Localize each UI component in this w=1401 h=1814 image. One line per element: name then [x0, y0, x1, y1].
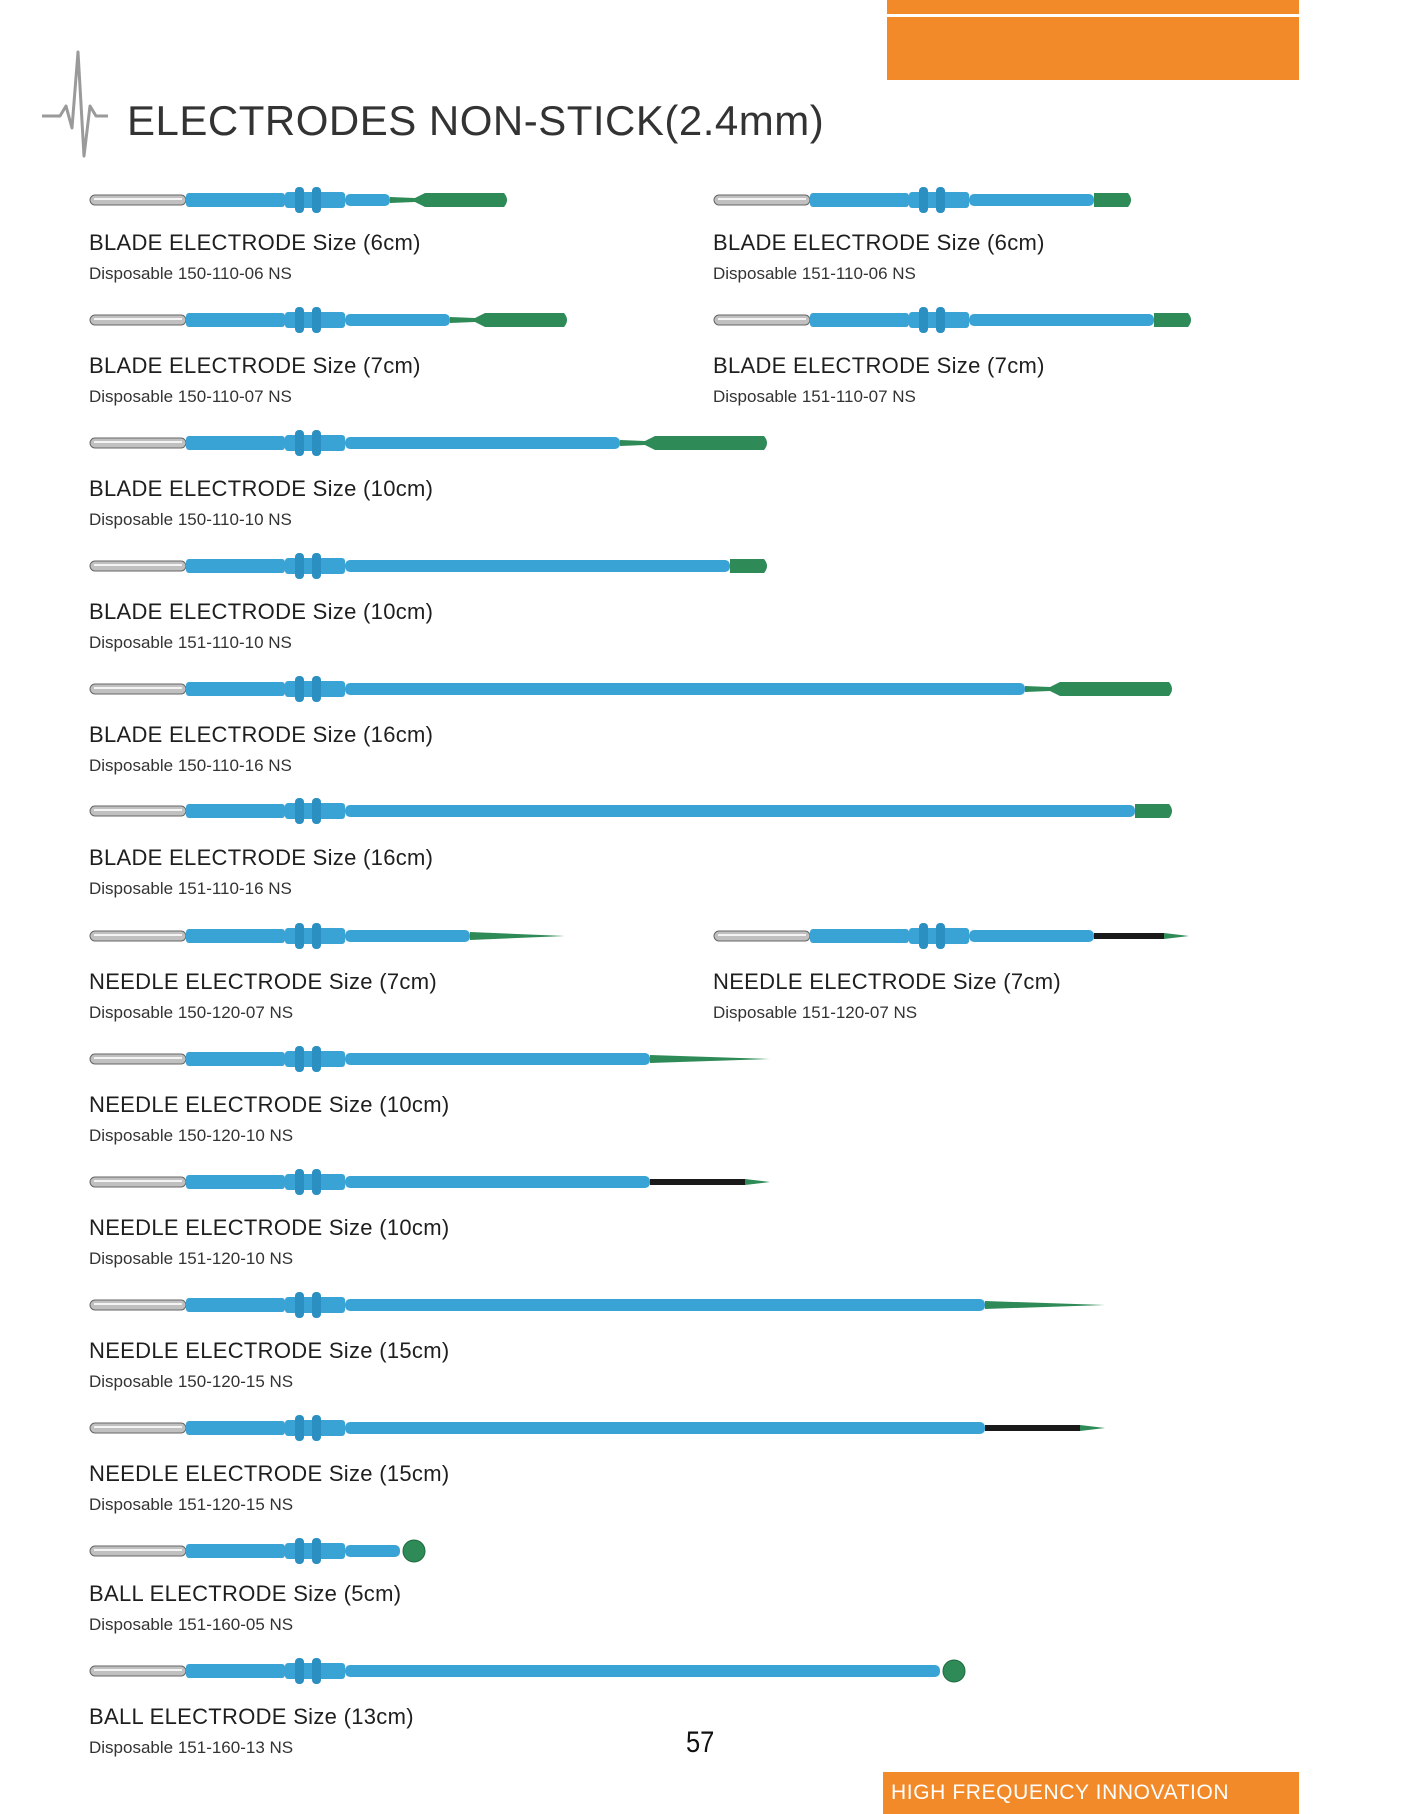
handle-grip — [186, 1052, 285, 1066]
electrode-image — [90, 675, 1175, 703]
handle-grip — [810, 313, 909, 327]
handle-grip — [186, 1298, 285, 1312]
handle-shaft — [345, 1545, 400, 1557]
page-title: ELECTRODES NON-STICK(2.4mm) — [127, 97, 825, 144]
pin-highlight — [94, 1057, 182, 1059]
product-blade-150-110-07 — [90, 306, 570, 334]
handle-ring — [295, 187, 304, 213]
handle-grip — [186, 436, 285, 450]
handle-grip — [186, 559, 285, 573]
handle-ring — [295, 676, 304, 702]
electrode-image — [90, 306, 570, 334]
handle-ring — [295, 1415, 304, 1441]
electrode-image — [90, 1537, 430, 1565]
needle-tip — [1164, 933, 1189, 939]
handle-ring — [295, 1658, 304, 1684]
electrode-image — [90, 552, 770, 580]
pin-highlight — [94, 1426, 182, 1428]
electrode-image — [90, 186, 510, 214]
needle-insulation — [985, 1425, 1080, 1431]
product-code: Disposable 150-110-10 NS — [89, 510, 292, 529]
product-needle-151-120-10 — [90, 1168, 770, 1196]
handle-shaft — [345, 437, 620, 449]
header-accent-bar — [887, 0, 1299, 14]
handle-ring — [312, 798, 321, 824]
electrode-image — [90, 1168, 770, 1196]
ball-tip — [943, 1660, 965, 1682]
product-needle-150-120-15 — [90, 1291, 1105, 1319]
product-code: Disposable 150-120-15 NS — [89, 1372, 294, 1391]
needle-tip — [985, 1301, 1105, 1309]
product-code: Disposable 151-110-07 NS — [713, 387, 916, 406]
needle-tip — [650, 1055, 770, 1063]
electrode-image — [90, 1045, 770, 1073]
page-number: 57 — [686, 1726, 715, 1759]
product-name: BLADE ELECTRODE Size (10cm) — [89, 476, 434, 501]
product-name: BALL ELECTRODE Size (5cm) — [89, 1581, 402, 1606]
product-code: Disposable 151-160-05 NS — [89, 1615, 294, 1634]
handle-shaft — [969, 930, 1094, 942]
product-code: Disposable 151-110-16 NS — [89, 879, 292, 898]
product-needle-151-120-07 — [714, 922, 1189, 950]
ball-tip — [403, 1540, 425, 1562]
blade-tip — [730, 559, 767, 573]
electrode-image — [90, 1414, 1105, 1442]
handle-ring — [312, 307, 321, 333]
handle-shaft — [345, 1665, 940, 1677]
footer-tagline: HIGH FREQUENCY INNOVATION — [891, 1781, 1230, 1804]
electrode-image — [90, 1291, 1105, 1319]
handle-shaft — [345, 1053, 650, 1065]
pin-highlight — [718, 318, 806, 320]
handle-ring — [312, 1538, 321, 1564]
product-name: BLADE ELECTRODE Size (10cm) — [89, 599, 434, 624]
product-ball-151-160-05 — [90, 1537, 430, 1565]
product-blade-150-110-16 — [90, 675, 1175, 703]
handle-shaft — [345, 930, 470, 942]
needle-tip — [470, 932, 565, 940]
product-needle-150-120-07 — [90, 922, 565, 950]
product-code: Disposable 150-110-06 NS — [89, 264, 292, 283]
pin-highlight — [94, 564, 182, 566]
product-name: NEEDLE ELECTRODE Size (15cm) — [89, 1461, 450, 1486]
electrode-image — [714, 186, 1134, 214]
handle-ring — [312, 1169, 321, 1195]
blade-tip — [1094, 193, 1131, 207]
handle-ring — [295, 430, 304, 456]
handle-ring — [295, 307, 304, 333]
product-name: BALL ELECTRODE Size (13cm) — [89, 1704, 414, 1729]
pin-highlight — [94, 1549, 182, 1551]
handle-ring — [312, 923, 321, 949]
product-name: BLADE ELECTRODE Size (6cm) — [713, 230, 1045, 255]
handle-grip — [186, 682, 285, 696]
handle-shaft — [345, 560, 730, 572]
product-needle-150-120-10 — [90, 1045, 770, 1073]
handle-ring — [295, 1292, 304, 1318]
handle-ring — [919, 187, 928, 213]
handle-ring — [295, 1046, 304, 1072]
product-name: NEEDLE ELECTRODE Size (7cm) — [713, 969, 1061, 994]
pin-highlight — [94, 934, 182, 936]
pin-highlight — [94, 1303, 182, 1305]
handle-ring — [312, 187, 321, 213]
product-code: Disposable 150-110-07 NS — [89, 387, 292, 406]
product-code: Disposable 150-110-16 NS — [89, 756, 292, 775]
handle-ring — [295, 1169, 304, 1195]
handle-shaft — [345, 1422, 985, 1434]
handle-grip — [186, 313, 285, 327]
handle-grip — [186, 1175, 285, 1189]
handle-ring — [919, 307, 928, 333]
pin-highlight — [718, 198, 806, 200]
electrode-image — [90, 922, 565, 950]
handle-grip — [810, 193, 909, 207]
handle-ring — [295, 923, 304, 949]
electrode-image — [90, 1657, 970, 1685]
product-code: Disposable 150-120-07 NS — [89, 1003, 294, 1022]
blade-tip — [450, 313, 567, 327]
handle-ring — [936, 307, 945, 333]
product-name: BLADE ELECTRODE Size (7cm) — [713, 353, 1045, 378]
handle-ring — [312, 1046, 321, 1072]
product-blade-151-110-07 — [714, 306, 1194, 334]
electrode-image — [90, 797, 1175, 825]
product-name: NEEDLE ELECTRODE Size (10cm) — [89, 1215, 450, 1240]
handle-shaft — [345, 805, 1135, 817]
handle-ring — [312, 1658, 321, 1684]
handle-shaft — [345, 1176, 650, 1188]
handle-grip — [810, 929, 909, 943]
handle-shaft — [345, 194, 390, 206]
pin-highlight — [718, 934, 806, 936]
product-name: NEEDLE ELECTRODE Size (10cm) — [89, 1092, 450, 1117]
handle-ring — [295, 798, 304, 824]
product-blade-150-110-10 — [90, 429, 770, 457]
heartbeat-logo-icon — [40, 48, 110, 163]
product-code: Disposable 151-120-15 NS — [89, 1495, 294, 1514]
handle-ring — [919, 923, 928, 949]
product-blade-151-110-06 — [714, 186, 1134, 214]
product-blade-150-110-06 — [90, 186, 510, 214]
handle-ring — [295, 1538, 304, 1564]
product-name: NEEDLE ELECTRODE Size (15cm) — [89, 1338, 450, 1363]
needle-insulation — [650, 1179, 745, 1185]
product-name: BLADE ELECTRODE Size (16cm) — [89, 845, 434, 870]
handle-shaft — [969, 314, 1154, 326]
handle-grip — [186, 1421, 285, 1435]
pin-highlight — [94, 318, 182, 320]
blade-tip — [390, 193, 507, 207]
blade-tip — [1154, 313, 1191, 327]
electrode-image — [714, 306, 1194, 334]
blade-tip — [620, 436, 767, 450]
pin-highlight — [94, 687, 182, 689]
header-accent-tab — [887, 17, 1299, 80]
handle-ring — [312, 553, 321, 579]
product-name: BLADE ELECTRODE Size (7cm) — [89, 353, 421, 378]
handle-ring — [936, 923, 945, 949]
product-code: Disposable 151-120-07 NS — [713, 1003, 918, 1022]
handle-grip — [186, 1664, 285, 1678]
product-ball-151-160-13 — [90, 1657, 970, 1685]
handle-grip — [186, 804, 285, 818]
needle-tip — [745, 1179, 770, 1185]
product-needle-151-120-15 — [90, 1414, 1105, 1442]
handle-grip — [186, 193, 285, 207]
product-blade-151-110-10 — [90, 552, 770, 580]
handle-grip — [186, 929, 285, 943]
handle-shaft — [345, 1299, 985, 1311]
product-code: Disposable 151-160-13 NS — [89, 1738, 294, 1757]
blade-tip — [1135, 804, 1172, 818]
handle-shaft — [969, 194, 1094, 206]
product-name: BLADE ELECTRODE Size (6cm) — [89, 230, 421, 255]
handle-ring — [295, 553, 304, 579]
needle-insulation — [1094, 933, 1164, 939]
product-blade-151-110-16 — [90, 797, 1175, 825]
handle-ring — [936, 187, 945, 213]
blade-tip — [1025, 682, 1172, 696]
needle-tip — [1080, 1425, 1105, 1431]
product-code: Disposable 151-110-10 NS — [89, 633, 292, 652]
pin-highlight — [94, 1669, 182, 1671]
product-code: Disposable 151-120-10 NS — [89, 1249, 294, 1268]
electrode-image — [90, 429, 770, 457]
pin-highlight — [94, 1180, 182, 1182]
product-name: BLADE ELECTRODE Size (16cm) — [89, 722, 434, 747]
handle-ring — [312, 1415, 321, 1441]
pin-highlight — [94, 809, 182, 811]
handle-shaft — [345, 683, 1025, 695]
handle-grip — [186, 1544, 285, 1558]
handle-ring — [312, 1292, 321, 1318]
pin-highlight — [94, 198, 182, 200]
product-code: Disposable 151-110-06 NS — [713, 264, 916, 283]
handle-ring — [312, 676, 321, 702]
handle-shaft — [345, 314, 450, 326]
product-code: Disposable 150-120-10 NS — [89, 1126, 294, 1145]
electrode-image — [714, 922, 1189, 950]
pin-highlight — [94, 441, 182, 443]
product-name: NEEDLE ELECTRODE Size (7cm) — [89, 969, 437, 994]
handle-ring — [312, 430, 321, 456]
